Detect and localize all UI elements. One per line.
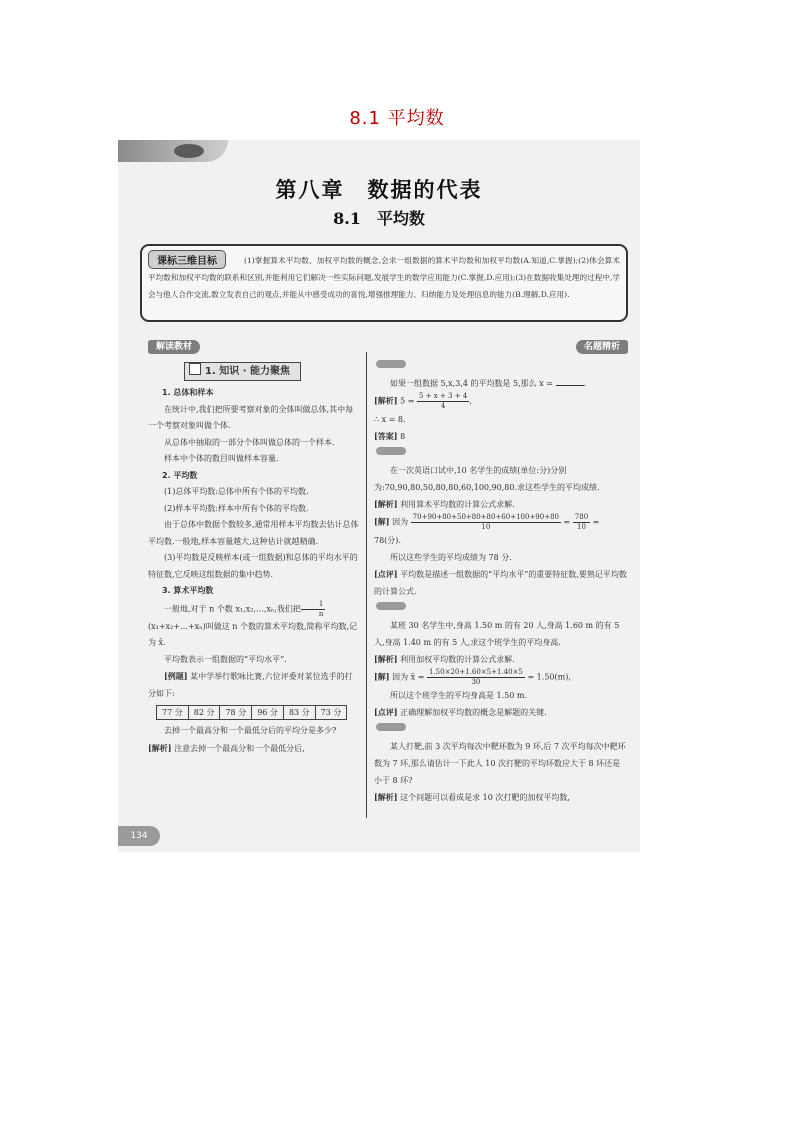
paragraph: (2)样本平均数:样本中所有个体的平均数. bbox=[164, 503, 309, 513]
example-solution bbox=[148, 740, 360, 758]
q2-comment bbox=[374, 566, 628, 600]
q3-analysis bbox=[374, 651, 628, 668]
knowledge-section-head bbox=[184, 362, 301, 381]
solution-label: [解] bbox=[374, 671, 390, 682]
fraction-denominator: n bbox=[318, 609, 324, 618]
objectives-text: (1)掌握算术平均数、加权平均数的概念,会求一组数据的算术平均数和加权平均数(A.知道,C.掌握);(2)体会算术平均数和加权平均数的联系和区别,并能利用它们解决一些实际问题,发展学生的数学应用能力(C.掌握,D.应用);(3)在数据收集处理的过程中,学会与他人合作交流,数立发表自己的观点,并能从中感受成功的喜悦,增强推理能力、归纳能力及处理信息的能力(B.理解,D.应用). bbox=[148, 256, 620, 299]
document-title: 8.1 平均数 bbox=[349, 108, 445, 129]
score-table bbox=[156, 705, 347, 720]
analysis-label: [解析] bbox=[374, 792, 398, 802]
fraction-numerator: 1.50×20+1.60×5+1.40×5 bbox=[428, 668, 523, 676]
header-decoration-dot bbox=[174, 144, 204, 158]
example-tag-1 bbox=[376, 360, 406, 368]
question-4: 某人打靶,前 3 次平均每次中靶环数为 9 环,后 7 次平均每次中靶环数为 7 环,那么请估计一下此人 10 次打靶的平均环数应大于 8 环还是小于 8 环? bbox=[374, 742, 626, 785]
paragraph: 由于总体中数据个数较多,通常用样本平均数去估计总体平均数.一般地,样本容量越大,这种估计就越精确. bbox=[148, 520, 359, 546]
q2-solution bbox=[374, 513, 628, 549]
chapter-title: 第八章 数据的代表 bbox=[275, 177, 483, 202]
fraction-numerator: 780 bbox=[574, 513, 589, 521]
solution-text: 注意去掉一个最高分和一个最低分后, bbox=[174, 743, 305, 753]
q1-solution bbox=[374, 392, 628, 411]
question-3: 某班 30 名学生中,身高 1.50 m 的有 20 人,身高 1.60 m 的有 5 人,身高 1.40 m 的有 5 人,求这个班学生的平均身高. bbox=[374, 621, 620, 647]
fraction bbox=[573, 513, 590, 532]
example-label: [例题] bbox=[164, 671, 188, 681]
paragraph-formula bbox=[148, 600, 360, 652]
paragraph: 在统计中,我们把所要考察对象的全体叫做总体,其中每一个考察对象叫做个体. bbox=[148, 404, 354, 430]
solution-text: = 1.50(m), bbox=[527, 672, 571, 682]
paragraph: (3)平均数是反映样本(或一组数据)和总体的平均水平的特征数,它反映这组数据的集中趋势. bbox=[148, 553, 358, 579]
paragraph: 样本中个体的数目叫做样本容量. bbox=[164, 454, 279, 463]
fraction bbox=[411, 513, 561, 532]
solution-label: [解析] bbox=[374, 395, 398, 406]
heading-average: 2. 平均数 bbox=[162, 470, 198, 480]
q1-answer bbox=[374, 428, 628, 445]
heading-population-sample: 1. 总体和样本 bbox=[162, 388, 214, 397]
fraction-denominator: 10 bbox=[577, 523, 586, 531]
right-column-tag: 名题精析 bbox=[576, 340, 628, 354]
analysis-text: 这个问题可以看成是求 10 次打靶的加权平均数, bbox=[400, 793, 570, 802]
fraction-denominator: 4 bbox=[440, 402, 446, 410]
question-text: 如果一组数据 5,x,3,4 的平均数是 5,那么 x = bbox=[390, 379, 553, 388]
answer-blank bbox=[556, 376, 584, 386]
score-cell: 96 分 bbox=[252, 706, 284, 720]
right-column bbox=[374, 358, 628, 806]
example-tag-3 bbox=[376, 602, 406, 610]
analysis-label: [解析] bbox=[374, 654, 398, 664]
page-number: 134 bbox=[118, 826, 160, 846]
q4-analysis bbox=[374, 789, 628, 806]
equals-sign: = bbox=[563, 517, 571, 527]
fraction bbox=[427, 668, 525, 687]
score-cell: 78 分 bbox=[220, 706, 252, 720]
comment-text: 正确理解加权平均数的概念是解题的关键. bbox=[400, 708, 547, 717]
solution-text: = 78(分). bbox=[374, 517, 600, 545]
score-cell: 77 分 bbox=[157, 706, 189, 720]
fraction-numerator: 1 bbox=[301, 600, 325, 610]
column-divider bbox=[366, 352, 367, 818]
score-cell: 83 分 bbox=[283, 706, 315, 720]
knowledge-section-label: 1. 知识 · 能力聚焦 bbox=[205, 366, 290, 377]
example-tag-2 bbox=[376, 447, 406, 455]
analysis-text: 利用加权平均数的计算公式求解. bbox=[400, 655, 515, 664]
example bbox=[148, 668, 360, 702]
solution-text: 因为 bbox=[392, 517, 409, 527]
answer-text: 8 bbox=[400, 432, 406, 441]
solution-text: 5 = bbox=[400, 396, 415, 406]
fraction bbox=[417, 392, 469, 411]
section-title: 8.1 平均数 bbox=[333, 209, 425, 228]
q2-conclusion: 所以这些学生的平均成绩为 78 分. bbox=[390, 553, 512, 562]
paragraph: 平均数表示一组数据的“平均水平”. bbox=[164, 654, 287, 664]
q2-analysis bbox=[374, 496, 628, 513]
solution-label: [解] bbox=[374, 516, 390, 527]
q3-conclusion: 所以这个班学生的平均身高是 1.50 m. bbox=[390, 691, 528, 700]
fraction-denominator: 30 bbox=[471, 678, 481, 686]
book-icon bbox=[189, 363, 201, 375]
paragraph: 去掉一个最高分和一个最低分后的平均分是多少? bbox=[164, 726, 337, 735]
paragraph: 从总体中抽取的一部分个体叫做总体的一个样本. bbox=[164, 437, 335, 447]
solution-label: [解析] bbox=[148, 742, 172, 753]
paragraph: (1)总体平均数:总体中所有个体的平均数. bbox=[164, 487, 309, 496]
fraction-numerator: 70+90+80+50+80+80+60+100+90+80 bbox=[412, 513, 559, 521]
comment-text: 平均数是描述一组数据的“平均水平”的重要特征数,要熟记平均数的计算公式. bbox=[374, 570, 627, 596]
comment-label: [点评] bbox=[374, 569, 398, 579]
q3-solution bbox=[374, 668, 628, 687]
fraction-numerator: 5 + x + 3 + 4 bbox=[419, 392, 468, 400]
score-cell: 82 分 bbox=[188, 706, 220, 720]
analysis-label: [解析] bbox=[374, 499, 398, 509]
analysis-text: 利用算术平均数的计算公式求解. bbox=[400, 500, 515, 509]
objectives-tag: 课标三维目标 bbox=[148, 250, 226, 269]
header-decoration bbox=[118, 140, 228, 162]
example-text: 某中学举行歌咏比赛,六位评委对某位选手的打分如下: bbox=[148, 672, 353, 698]
objectives-box bbox=[140, 244, 628, 322]
example-tag-4 bbox=[376, 723, 406, 731]
q1-therefore: ∴ x = 8. bbox=[374, 415, 406, 424]
question-1: 如果一组数据 5,x,3,4 的平均数是 5,那么 x = . bbox=[374, 375, 628, 392]
answer-label: [答案] bbox=[374, 431, 398, 441]
fraction-denominator: 10 bbox=[481, 523, 491, 531]
q3-comment bbox=[374, 704, 628, 721]
fraction bbox=[301, 600, 325, 619]
solution-text: , bbox=[469, 396, 472, 406]
solution-text: 因为 x̄ = bbox=[392, 672, 425, 682]
scanned-page bbox=[118, 140, 640, 852]
question-2: 在一次英语口试中,10 名学生的成绩(单位:分)分别为:70,90,80,50,80,80,60,100,90,80.求这些学生的平均成绩. bbox=[374, 466, 600, 492]
left-column bbox=[148, 362, 360, 757]
left-column-tag: 解读教材 bbox=[148, 340, 200, 354]
comment-label: [点评] bbox=[374, 707, 398, 717]
score-cell: 73 分 bbox=[315, 706, 347, 720]
formula-text: 一般地,对于 n 个数 x₁,x₂,…,xₙ,我们把 bbox=[164, 604, 301, 613]
heading-arithmetic-mean: 3. 算术平均数 bbox=[162, 586, 214, 595]
formula-text: (x₁+x₂+…+xₙ)叫做这 n 个数的算术平均数,简称平均数,记为 x̄. bbox=[148, 621, 358, 647]
